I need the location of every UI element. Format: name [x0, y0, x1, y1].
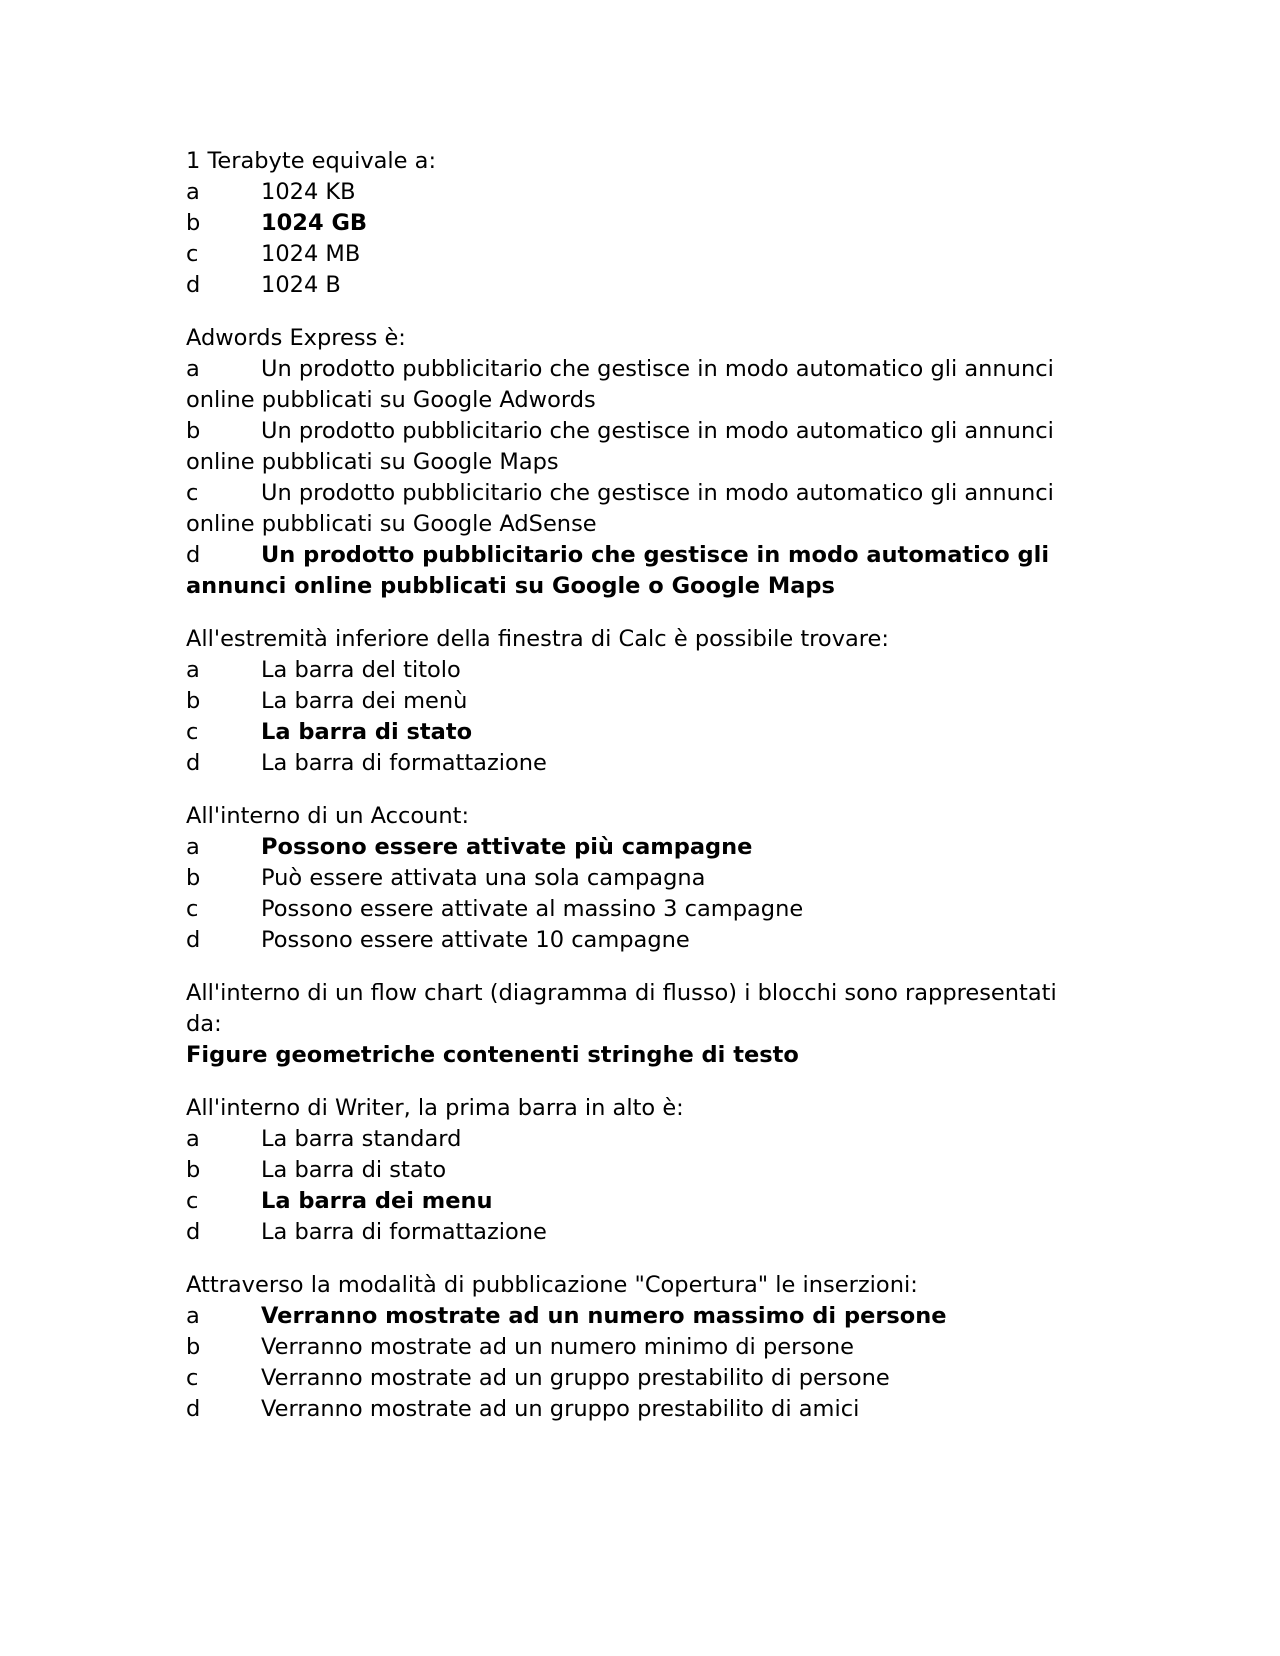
option-text: Verranno mostrate ad un gruppo prestabilito di persone [261, 1365, 890, 1391]
answer-option [186, 1394, 1086, 1425]
answer-option [186, 354, 1086, 416]
answer-option [186, 270, 1086, 301]
answer-option [186, 1124, 1086, 1155]
answer-option [186, 416, 1086, 478]
question-text: 1 Terabyte equivale a: [186, 148, 437, 174]
option-letter: b [186, 1157, 201, 1183]
option-text: 1024 KB [261, 179, 356, 205]
option-text: 1024 B [261, 272, 341, 298]
answer-option [186, 717, 1086, 748]
option-text: La barra di formattazione [261, 1219, 547, 1245]
question-text: All'interno di un Account: [186, 803, 470, 829]
answer-option [186, 686, 1086, 717]
option-letter: c [186, 896, 199, 922]
answer-option [186, 863, 1086, 894]
answer-option [186, 1332, 1086, 1363]
option-letter: d [186, 750, 201, 776]
answer-option [186, 925, 1086, 956]
answer-option [186, 540, 1086, 602]
answer-option [186, 1217, 1086, 1248]
correct-option-text: 1024 GB [261, 210, 368, 236]
question-block [186, 978, 1086, 1071]
option-text: Verranno mostrate ad un gruppo prestabilito di amici [261, 1396, 860, 1422]
correct-option-text: Un prodotto pubblicitario che gestisce in modo automatico gli annunci online pubblicati su Google o Google Maps [186, 542, 1050, 599]
answer-option [186, 478, 1086, 540]
answer-option [186, 655, 1086, 686]
question-block [186, 801, 1086, 956]
answer-option [186, 1186, 1086, 1217]
answer-option [186, 894, 1086, 925]
option-letter: c [186, 1188, 199, 1214]
option-letter: b [186, 865, 201, 891]
answer-text: Figure geometriche contenenti stringhe di testo [186, 1042, 799, 1068]
option-letter: a [186, 834, 200, 860]
answer-option [186, 1155, 1086, 1186]
answer-option [186, 208, 1086, 239]
option-text: Possono essere attivate al massino 3 campagne [261, 896, 804, 922]
option-text: La barra del titolo [261, 657, 461, 683]
answer-option [186, 748, 1086, 779]
correct-option-text: La barra di stato [261, 719, 473, 745]
option-letter: a [186, 657, 200, 683]
correct-option-text: Possono essere attivate più campagne [261, 834, 753, 860]
option-text: La barra dei menù [261, 688, 468, 714]
question-block [186, 1270, 1086, 1425]
option-letter: b [186, 1334, 201, 1360]
question-text: All'interno di un flow chart (diagramma di flusso) i blocchi sono rappresentati da: [186, 980, 1057, 1037]
option-letter: d [186, 272, 201, 298]
question-block [186, 624, 1086, 779]
option-text: Un prodotto pubblicitario che gestisce in modo automatico gli annunci online pubblicati su Google AdSense [186, 480, 1054, 537]
answer-option [186, 1301, 1086, 1332]
answer-option [186, 1363, 1086, 1394]
option-letter: c [186, 719, 199, 745]
option-letter: b [186, 688, 201, 714]
option-text: La barra di formattazione [261, 750, 547, 776]
option-text: Può essere attivata una sola campagna [261, 865, 706, 891]
option-letter: d [186, 927, 201, 953]
option-letter: d [186, 542, 201, 568]
option-text: 1024 MB [261, 241, 361, 267]
option-text: La barra standard [261, 1126, 462, 1152]
answer-option [186, 832, 1086, 863]
option-text: La barra di stato [261, 1157, 447, 1183]
option-letter: c [186, 1365, 199, 1391]
option-letter: a [186, 1126, 200, 1152]
option-letter: d [186, 1396, 201, 1422]
option-text: Un prodotto pubblicitario che gestisce in modo automatico gli annunci online pubblicati su Google Maps [186, 418, 1054, 475]
option-letter: b [186, 418, 201, 444]
question-block [186, 323, 1086, 602]
option-text: Un prodotto pubblicitario che gestisce in modo automatico gli annunci online pubblicati su Google Adwords [186, 356, 1054, 413]
option-letter: a [186, 179, 200, 205]
correct-option-text: La barra dei menu [261, 1188, 493, 1214]
question-text: All'interno di Writer, la prima barra in alto è: [186, 1095, 684, 1121]
option-letter: c [186, 480, 199, 506]
option-letter: a [186, 356, 200, 382]
correct-option-text: Verranno mostrate ad un numero massimo di persone [261, 1303, 947, 1329]
option-text: Possono essere attivate 10 campagne [261, 927, 690, 953]
question-block [186, 1093, 1086, 1248]
option-letter: c [186, 241, 199, 267]
option-text: Verranno mostrate ad un numero minimo di persone [261, 1334, 854, 1360]
question-text: All'estremità inferiore della finestra di Calc è possibile trovare: [186, 626, 889, 652]
answer-option [186, 177, 1086, 208]
option-letter: a [186, 1303, 200, 1329]
option-letter: d [186, 1219, 201, 1245]
question-text: Adwords Express è: [186, 325, 406, 351]
option-letter: b [186, 210, 201, 236]
question-text: Attraverso la modalità di pubblicazione "Copertura" le inserzioni: [186, 1272, 918, 1298]
question-block [186, 146, 1086, 301]
answer-option [186, 239, 1086, 270]
document-page [186, 146, 1086, 1447]
